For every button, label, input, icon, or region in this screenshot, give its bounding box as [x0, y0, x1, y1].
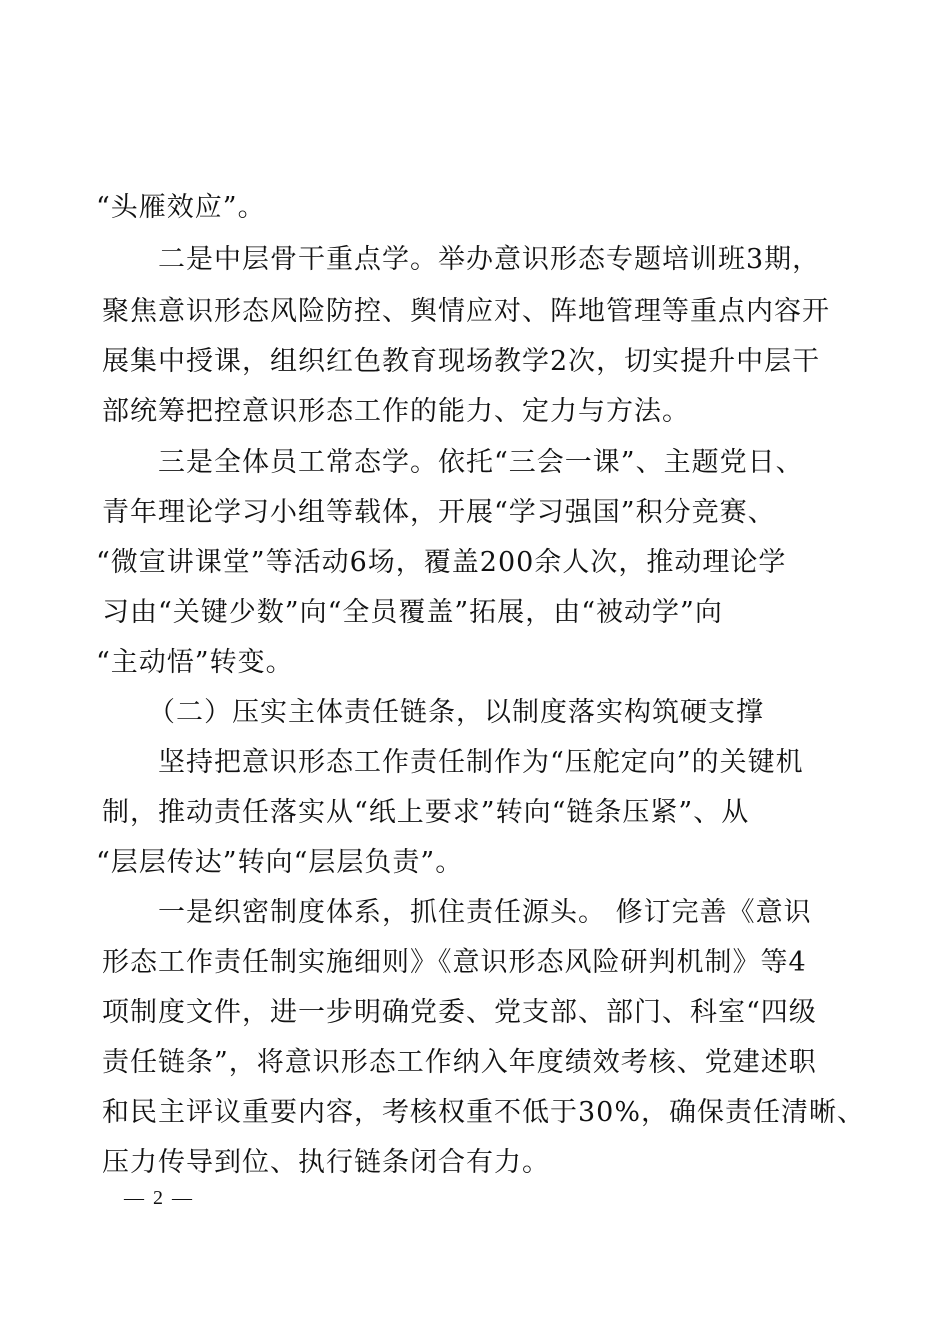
- paragraph-line: 形态工作责任制实施细则》《意识形态风险研判机制》等4: [102, 947, 807, 978]
- paragraph-line: 青年理论学习小组等载体，开展“学习强国”积分竞赛、: [102, 497, 776, 528]
- section-heading: （二）压实主体责任链条，以制度落实构筑硬支撑: [148, 697, 764, 728]
- paragraph-line: 部统筹把控意识形态工作的能力、定力与方法。: [102, 396, 690, 427]
- paragraph-line: 聚焦意识形态风险防控、舆情应对、阵地管理等重点内容开: [102, 296, 830, 327]
- paragraph-line: “微宣讲课堂”等活动6场，覆盖200余人次，推动理论学: [96, 547, 787, 578]
- paragraph-line: 展集中授课，组织红色教育现场教学2次，切实提升中层干: [102, 346, 821, 377]
- paragraph-line: 一是织密制度体系，抓住责任源头。 修订完善《意识: [158, 897, 812, 928]
- paragraph-line: “主动悟”转变。: [96, 647, 294, 678]
- page-number: — 2 —: [124, 1187, 194, 1209]
- paragraph-line: 压力传导到位、执行链条闭合有力。: [102, 1147, 550, 1178]
- paragraph-line: 和民主评议重要内容，考核权重不低于30%，确保责任清晰、: [102, 1097, 866, 1128]
- paragraph-line: 三是全体员工常态学。依托“三会一课”、主题党日、: [158, 447, 804, 478]
- paragraph-line: 二是中层骨干重点学。举办意识形态专题培训班3期，: [158, 244, 821, 275]
- paragraph-line: 坚持把意识形态工作责任制作为“压舵定向”的关键机: [158, 747, 804, 778]
- paragraph-line: 项制度文件，进一步明确党委、党支部、部门、科室“四级: [102, 997, 817, 1028]
- paragraph-line: “层层传达”转向“层层负责”。: [96, 847, 464, 878]
- paragraph-line: 责任链条”，将意识形态工作纳入年度绩效考核、党建述职: [102, 1047, 817, 1078]
- paragraph-line: 制，推动责任落实从“纸上要求”转向“链条压紧”、从: [102, 797, 750, 828]
- paragraph-line: “头雁效应”。: [96, 192, 266, 223]
- paragraph-line: 习由“关键少数”向“全员覆盖”拓展，由“被动学”向: [102, 597, 723, 628]
